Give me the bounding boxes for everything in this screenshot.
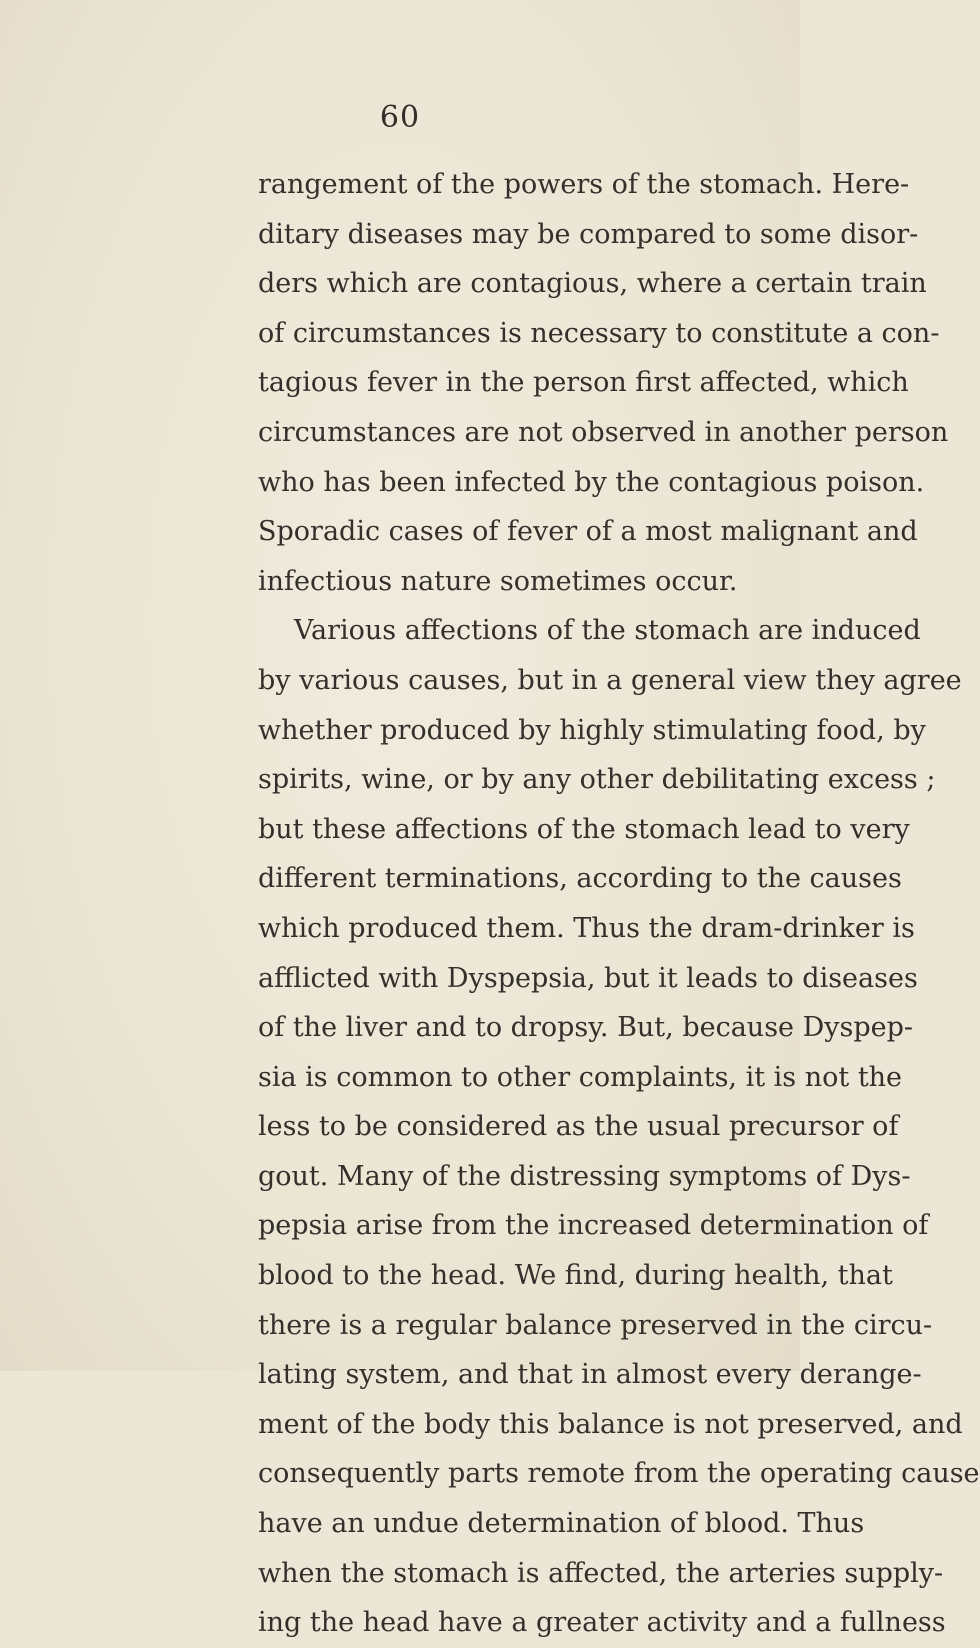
text-line: spirits, wine, or by any other debilitating excess ;: [258, 764, 936, 796]
text-line: pepsia arise from the increased determination of: [258, 1210, 929, 1242]
text-line: blood to the head. We find, during health, that: [258, 1260, 893, 1292]
text-line: tagious fever in the person first affected, which: [258, 367, 909, 399]
text-line: gout. Many of the distressing symptoms of Dys-: [258, 1160, 911, 1192]
text-line: when the stomach is affected, the arteries supply-: [258, 1557, 944, 1589]
text-line: circumstances are not observed in another person: [258, 416, 949, 448]
text-line: different terminations, according to the causes: [258, 863, 902, 895]
body-text: [258, 160, 980, 1648]
text-line: ment of the body this balance is not preserved, and: [258, 1408, 963, 1440]
text-line: by various causes, but in a general view they agree: [258, 664, 962, 696]
paragraph-start-line: Various affections of the stomach are induced: [294, 615, 921, 647]
page-number: 60: [379, 100, 421, 135]
text-line: less to be considered as the usual precursor of: [258, 1111, 899, 1143]
text-line: ders which are contagious, where a certain train: [258, 268, 927, 300]
text-line: rangement of the powers of the stomach. Here-: [258, 169, 910, 200]
text-line: of the liver and to dropsy. But, because Dyspep-: [258, 1012, 914, 1044]
text-line: ing the head have a greater activity and a fullness: [258, 1607, 946, 1639]
text-line: ditary diseases may be compared to some disor-: [258, 218, 919, 250]
text-line: Sporadic cases of fever of a most malignant and: [258, 516, 918, 548]
text-line: afflicted with Dyspepsia, but it leads to diseases: [258, 962, 918, 994]
text-line: but these affections of the stomach lead to very: [258, 813, 910, 845]
text-line: there is a regular balance preserved in the circu-: [258, 1309, 933, 1341]
text-line: lating system, and that in almost every derange-: [258, 1359, 922, 1391]
text-line: of circumstances is necessary to constitute a con-: [258, 317, 940, 349]
text-line: have an undue determination of blood. Thus: [258, 1508, 865, 1540]
text-line: which produced them. Thus the dram-drinker is: [258, 912, 915, 944]
text-line: who has been infected by the contagious poison.: [258, 466, 925, 498]
text-line: sia is common to other complaints, it is not the: [258, 1061, 903, 1093]
text-line: whether produced by highly stimulating food, by: [258, 714, 926, 746]
paragraph-end-line: infectious nature sometimes occur.: [258, 565, 738, 597]
text-line: consequently parts remote from the operating cause: [258, 1458, 980, 1490]
